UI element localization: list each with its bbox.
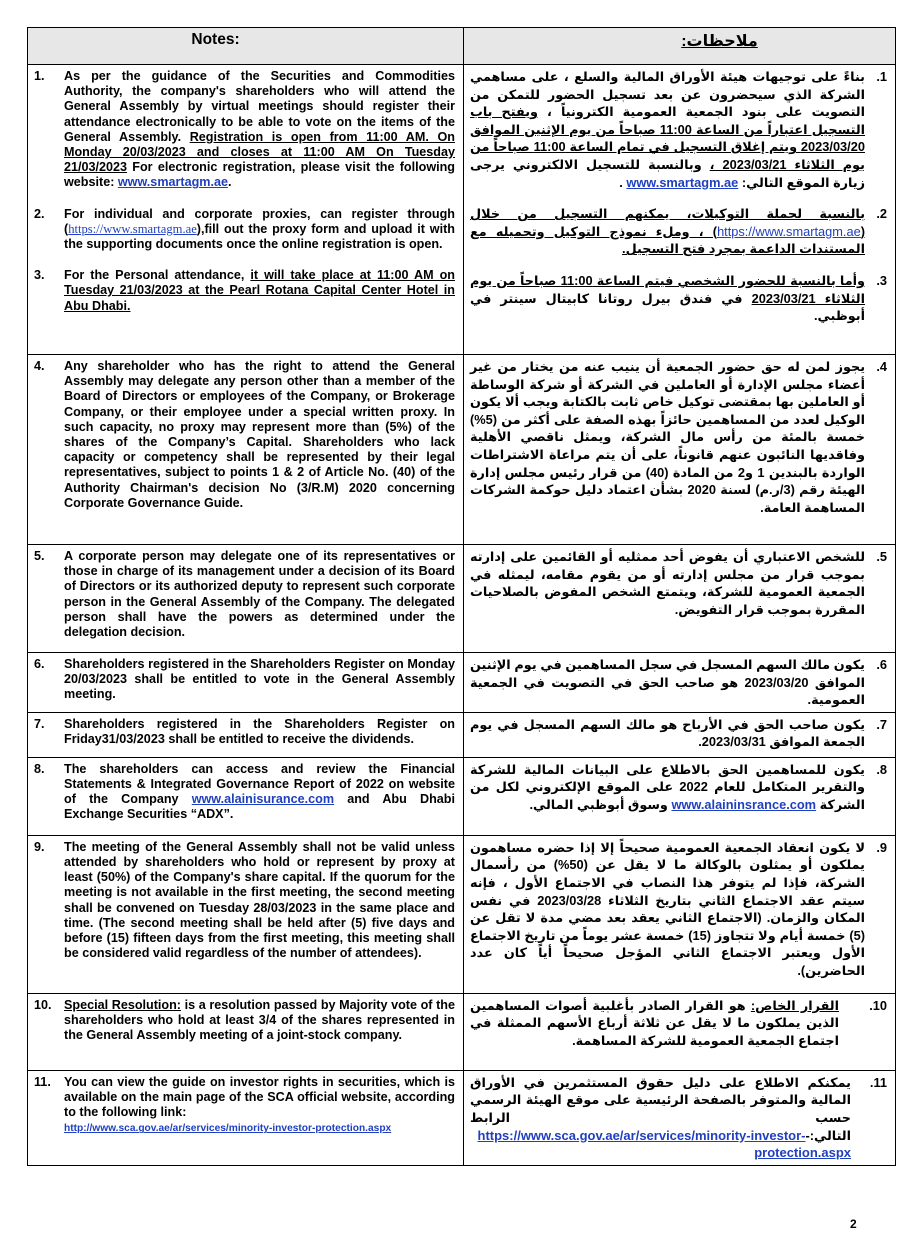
arabic-cell xyxy=(464,355,896,545)
table-row xyxy=(28,757,896,835)
notes-table xyxy=(27,27,896,1166)
note-text-part: بالنسبة لحملة التوكيلات، يمكنهم التسجيل من خلال ( xyxy=(470,206,865,239)
note-number: .5 xyxy=(876,549,887,564)
note-number: 7. xyxy=(34,716,45,731)
english-cell xyxy=(28,757,464,835)
note-text-part: يمكنكم الاطلاع على دليل حقوق المستثمرين في الأوراق المالية والمتوفر بالصفحة الرئيسية على موقع الهيئة الرسمي حسب الرابط التالي:- xyxy=(470,1074,851,1143)
note-text-part: بناءً على توجيهات هيئة الأوراق المالية والسلع ، على مساهمي الشركة الذي سيحضرون عن بعد تسجيل الحضور للتمكن من التصويت على بنود الجمعية العمومية الكترونياً ، xyxy=(470,69,865,120)
note-text: Any shareholder who has the right to attend the General Assembly may delegate any person other than a member of the Board of Directors or employees of the Company, or Brokerage Company, or their employee under a special written proxy. In such capacity, no proxy may represent more than (5%) of the shares of the Company’s Capital. Shareholders who lack capacity or competency shall be represented by their legal representatives, subject to points 1 & 2 of Article No. (40) of the Authority Chairman's decision No (3/R.M) 2020 concerning Corporate Governance Guide. xyxy=(64,359,455,510)
smartagm-link[interactable]: https://www.smartagm.ae xyxy=(717,223,861,239)
note-text-part: ),fill out the proxy form and upload it with the supporting documents once the online registration is open. xyxy=(64,221,455,252)
table-row xyxy=(28,355,896,545)
note-item-11-en xyxy=(34,1075,455,1137)
arabic-cell xyxy=(464,1070,896,1165)
note-text: A corporate person may delegate one of its representatives or those in charge of its management under a decision of its Board of Directors or its authorized deputy to represent such corporate person in the General Assembly of the Company. The delegated person shall have the powers as determined under the delegation decision. xyxy=(64,549,455,640)
table-row xyxy=(28,712,896,757)
note-text-part: You can view the guide on investor rights in securities, which is available on the main page of the SCA official website, according to the following link: xyxy=(64,1074,455,1120)
note-number: 2. xyxy=(34,206,45,221)
note-item-8-ar xyxy=(470,761,887,814)
note-number: 1. xyxy=(34,69,45,83)
table-header-row xyxy=(28,28,896,65)
note-text xyxy=(470,205,865,258)
note-item-6-ar xyxy=(470,656,887,709)
note-text-part: The shareholders can access and review the Financial Statements & Integrated Governance Report of 2022 on website of the Company xyxy=(64,761,455,807)
table-row xyxy=(28,65,896,355)
note-number: .2 xyxy=(876,206,887,222)
note-text: يجوز لمن له حق حضور الجمعية أن ينيب عنه من يختار من غير أعضاء مجلس الإدارة أو العاملين في الشركة أو شركة الوساطة أو العاملين بها بمقتضى توكيل خاص ثابت بالكتابة ويجب ألا يكون الوكيل لعدد من المساهمين حائزاً بهذه الصفة على أكثر من (5%) خمسة بالمئة من رأس مال الشركة، ويمثل ناقصي الأهلية وفاقديها النائبون عنهم قانوناً، على أن يتم مراعاة الاشتراطات الواردة بالبندين 1 و2 من المادة (40) من قرار رئيس مجلس إدارة الهيئة رقم (3/ر.م) لسنة 2020 بشأن اعتماد دليل حوكمة الشركات المساهمة العامة. xyxy=(470,359,865,515)
note-text: Shareholders registered in the Shareholders Register on Monday 20/03/2023 shall be entitled to vote in the General Assembly meeting. xyxy=(64,657,455,702)
note-text-part: For electronic registration, please visit the following website: xyxy=(64,160,455,190)
table-row xyxy=(28,545,896,653)
english-cell xyxy=(28,993,464,1070)
note-item-2-en xyxy=(34,207,455,253)
note-number: .10 xyxy=(869,997,887,1013)
note-item-4-ar xyxy=(470,358,887,516)
english-cell xyxy=(28,712,464,757)
note-text-part: For the Personal attendance, xyxy=(64,268,251,283)
note-item-7-en xyxy=(34,717,455,747)
special-resolution-term: القرار الخاص: xyxy=(750,997,839,1013)
arabic-cell xyxy=(464,653,896,713)
english-cell xyxy=(28,835,464,993)
arabic-cell xyxy=(464,545,896,653)
note-text xyxy=(470,997,839,1050)
page-number: 2 xyxy=(850,1217,857,1231)
note-text xyxy=(64,69,455,191)
note-text: لا يكون انعقاد الجمعية العمومية صحيحاً إلا إذا حضره مساهمون يملكون أو يمثلون بالوكالة ما لا يقل عن (50%) من رأسمال الشركة، فإذا لم يتوفر هذا النصاب في الاجتماع الأول ، فإنه سيتم عقد الاجتماع الثاني بتاريخ الثلاثاء 2023/03/28 في نفس المكان والزمان. (الاجتماع الثاني يعقد بعد مضي مدة لا تقل عن (5) خمسة أيام ولا تتجاوز (15) خمسة عشر يوماً من تاريخ الاجتماع الأول ويعتبر الاجتماع الثاني المؤجل صحيحاً أياً كان عدد الحاضرين). xyxy=(470,839,866,978)
company-website-link[interactable]: www.alainisurance.com xyxy=(191,792,335,807)
note-text: The meeting of the General Assembly shall not be valid unless attended by shareholders who hold or represent by proxy at least (50%) of the Company's share capital. If the quorum for the meeting is not available in the first meeting, the second meeting shall be convened on Tuesday 28/03/2023 in the same place and time. (The second meeting shall be held after (5) five days and before (15) fifteen days from the first meeting, this meeting shall be considered valid regardless of the number of attendees). xyxy=(64,839,455,961)
sca-investor-guide-link[interactable]: http://www.sca.gov.ae/ar/services/minority-investor-protection.aspx xyxy=(64,1123,392,1135)
note-text-part: . xyxy=(619,174,627,190)
note-item-9-ar xyxy=(470,839,887,980)
note-number: 11. xyxy=(34,1074,51,1089)
note-text-part: . xyxy=(228,175,232,190)
note-text xyxy=(64,268,455,314)
table-row xyxy=(28,993,896,1070)
note-text-part: في فندق بيرل روتانا كابيتال سينتر في أبوظبي. xyxy=(470,290,865,324)
note-item-5-ar xyxy=(470,548,887,618)
note-number: .7 xyxy=(876,716,887,732)
note-item-3-ar xyxy=(470,272,887,325)
note-number: 10. xyxy=(34,997,52,1012)
note-number: .6 xyxy=(876,657,887,672)
note-text xyxy=(64,1075,455,1137)
note-text-part: For individual and corporate proxies, can register through ( xyxy=(64,206,455,236)
note-text-part: and Abu Dhabi Exchange Securities “ADX”. xyxy=(64,792,455,822)
company-website-link[interactable]: www.alaininsrance.com xyxy=(671,796,817,812)
note-text xyxy=(64,998,455,1044)
note-text-part: is a resolution passed by Majority vote of the shareholders who hold at least 3/4 of the shares represented in the General Assembly meeting of a joint-stock company. xyxy=(64,997,455,1043)
note-text-part: وسوق أبوظبي المالي. xyxy=(529,796,672,812)
note-number: 5. xyxy=(34,549,45,563)
arabic-cell xyxy=(464,712,896,757)
note-text-part: ) ، وملء نموذج التوكيل وتحميله مع المستندات الداعمة بمجرد فتح التسجيل. xyxy=(470,223,865,257)
note-number: .11 xyxy=(869,1074,887,1090)
note-number: .3 xyxy=(876,272,887,288)
registration-window-text: Registration is open from 11:00 AM. On Monday 20/03/2023 and closes at 11:00 AM On Tuesday 21/03/2023 xyxy=(64,129,455,175)
note-item-1-en xyxy=(34,69,455,191)
note-text xyxy=(470,761,865,814)
table-row xyxy=(28,835,896,993)
notes-heading-en: Notes: xyxy=(28,28,464,65)
english-cell xyxy=(28,65,464,355)
note-item-9-en xyxy=(34,840,455,962)
note-item-6-en xyxy=(34,657,455,703)
notes-heading-ar: ملاحظات: xyxy=(464,28,896,65)
smartagm-link[interactable]: https://www.smartagm.ae xyxy=(68,221,197,236)
arabic-cell xyxy=(464,757,896,835)
note-text-part: As per the guidance of the Securities and Commodities Authority, the company's shareholders who will attend the General Assembly by virtual meetings should register their attendance electronically to be able to vote on the items of the General Assembly. xyxy=(64,69,455,144)
note-text-part: يكون للمساهمين الحق بالاطلاع على البيانات المالية للشركة والتقرير المتكامل للعام 2022 على الموقع الإلكتروني لكل من الشركة xyxy=(470,761,866,812)
arabic-cell xyxy=(464,835,896,993)
smartagm-link[interactable]: www.smartagm.ae xyxy=(626,174,739,190)
note-item-10-en xyxy=(34,998,455,1044)
attendance-details-text: وأما بالنسبة للحضور الشخصي فيتم الساعة 11:00 صباحاً من يوم الثلاثاء 2023/03/21 xyxy=(470,272,865,306)
note-item-1-ar xyxy=(470,68,887,191)
note-item-11-ar xyxy=(470,1074,887,1162)
note-item-2-ar xyxy=(470,205,887,258)
table-row xyxy=(28,1070,896,1165)
arabic-cell xyxy=(464,65,896,355)
note-number: 3. xyxy=(34,268,45,283)
note-number: 9. xyxy=(34,839,45,854)
english-cell xyxy=(28,653,464,713)
sca-investor-guide-link[interactable]: https://www.sca.gov.ae/ar/services/minority-investor-protection.aspx xyxy=(477,1127,851,1161)
note-item-8-en xyxy=(34,762,455,823)
special-resolution-term: Special Resolution: xyxy=(64,997,181,1012)
note-text xyxy=(64,207,455,253)
english-cell xyxy=(28,1070,464,1165)
arabic-cell xyxy=(464,993,896,1070)
note-item-5-en xyxy=(34,549,455,640)
note-text: يكون مالك السهم المسجل في سجل المساهمين في يوم الإثنين الموافق 2023/03/20 هو صاحب الحق في التصويت في الجمعية العمومية. xyxy=(470,657,865,708)
table-row xyxy=(28,653,896,713)
note-text xyxy=(470,272,865,325)
note-text-part: وبالنسبة للتسجيل الالكتروني يرجى زيارة الموقع التالي: xyxy=(470,156,865,190)
note-number: .9 xyxy=(876,839,887,855)
note-item-4-en xyxy=(34,359,455,511)
note-number: 8. xyxy=(34,761,45,776)
note-text-part: هو القرار الصادر بأغلبية أصوات المساهمين الذين يملكون ما لا يقل عن ثلاثة أرباع الأسهم الممثلة في اجتماع الجمعية العمومية للشركة المساهمة. xyxy=(470,997,839,1048)
english-cell xyxy=(28,355,464,545)
note-number: 4. xyxy=(34,359,45,373)
smartagm-link[interactable]: www.smartagm.ae xyxy=(117,175,229,190)
note-number: .4 xyxy=(876,359,887,374)
note-number: .8 xyxy=(876,761,887,777)
note-item-7-ar xyxy=(470,716,887,751)
note-item-10-ar xyxy=(470,997,887,1050)
note-text: Shareholders registered in the Shareholders Register on Friday31/03/2023 shall be entitled to receive the dividends. xyxy=(64,716,455,746)
note-item-3-en xyxy=(34,268,455,314)
note-number: 6. xyxy=(34,657,45,671)
note-text xyxy=(470,68,865,191)
english-cell xyxy=(28,545,464,653)
attendance-details-text: it will take place at 11:00 AM on Tuesday 21/03/2023 at the Pearl Rotana Capital Center Hotel in Abu Dhabi. xyxy=(64,268,455,313)
registration-window-text: ويفتح باب التسجيل اعتباراً من الساعة 11:00 صباحاً من يوم الإثنين الموافق 2023/03/20 ويتم إغلاق التسجيل في تمام الساعة 11:00 صباحاً من يوم الثلاثاء 2023/03/21 ، xyxy=(470,104,866,172)
note-text: للشخص الاعتباري أن يفوض أحد ممثليه أو القائمين على إدارته بموجب قرار من مجلس إدارته أو من يقوم مقامه، ليمثله في الجمعية العمومية للشركة، ويتمتع الشخص المفوض بالصلاحيات المقررة بموجب قرار التفويض. xyxy=(470,549,865,617)
note-text xyxy=(64,762,455,823)
note-number: .1 xyxy=(876,69,887,84)
note-text xyxy=(470,1074,851,1162)
note-text: يكون صاحب الحق في الأرباح هو مالك السهم المسجل في يوم الجمعة الموافق 2023/03/31. xyxy=(470,716,865,750)
